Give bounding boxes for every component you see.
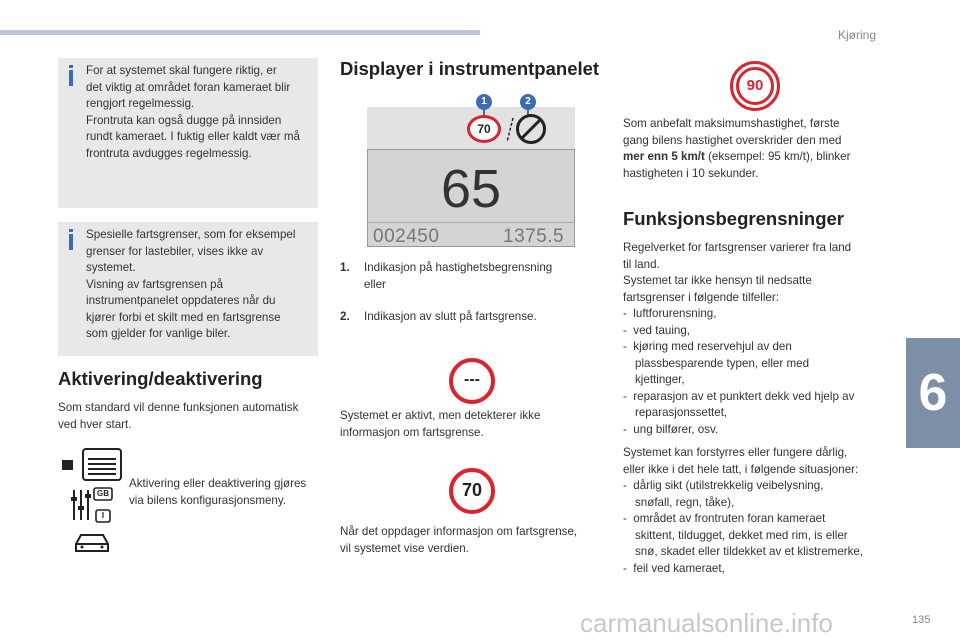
info-icon: [69, 70, 73, 86]
end-of-limit-icon: [515, 113, 547, 145]
info-box-cleaning: [58, 58, 318, 208]
odometer-total: 002450: [373, 226, 440, 247]
callout-badge-1: 1: [476, 94, 492, 110]
panel-divider: [367, 149, 575, 150]
activation-intro: Som standard vil denne funksjonen automatisk ved hver start.: [58, 401, 299, 431]
disturbance-text: Systemet kan forstyrres eller fungere dårlig, eller ikke i det hele tatt, i følgende situasjoner:: [623, 446, 859, 476]
section-label: Kjøring: [838, 28, 877, 42]
blinking-speed-sign: 90: [736, 67, 774, 105]
list-text-2: Indikasjon av slutt på fartsgrense.: [364, 310, 537, 323]
heading-displays: Displayer i instrumentpanelet: [340, 58, 600, 79]
list-text-1: Indikasjon på hastighetsbegrensning eller: [364, 261, 553, 291]
list-item: - dårlig sikt (utilstrekkelig veibelysning, snøfall, regn, tåke),: [623, 479, 824, 509]
list-number-1: 1.: [340, 261, 350, 274]
list-item: - feil ved kameraet,: [623, 561, 725, 575]
info-icon: [69, 234, 73, 250]
detected-limit-text: Når det oppdager informasjon om fartsgrense, vil systemet vise verdien.: [340, 525, 578, 555]
info-box-special-limits: [58, 222, 318, 356]
list-item: - ved tauing,: [623, 323, 691, 337]
top-bar: [0, 30, 480, 35]
ignored-cases-list: [623, 306, 893, 438]
active-no-info-text: Systemet er aktivt, men detekterer ikke informasjon om fartsgrense.: [340, 409, 541, 439]
touchscreen-icon: [60, 447, 124, 483]
list-item: - ung bilfører, osv.: [623, 422, 719, 436]
list-item: - reparasjon av et punktert dekk ved hjelp av reparasjonssettet,: [623, 389, 855, 419]
list-item: - området av frontruten foran kameraet skittent, tildugget, dekket med rim, is eller snø, skadet eller tildekket av et klistremerke,: [623, 512, 864, 558]
chapter-tab: 6: [906, 338, 960, 448]
heading-limitations: Funksjonsbegrensninger: [623, 208, 845, 229]
watermark: carmanualsonline.info: [580, 608, 833, 638]
heading-activation: Aktivering/deaktivering: [58, 368, 263, 389]
page-number: 135: [912, 614, 931, 626]
speed-limit-sign-small: 70: [467, 115, 501, 143]
menu-key-label: GB: [97, 489, 109, 498]
list-item: - luftforurensning,: [623, 307, 717, 320]
disturbance-list: [623, 478, 893, 577]
speed-limit-sign-70: 70: [449, 468, 495, 514]
regulations-text: Regelverket for fartsgrenser varierer fra land til land. Systemet tar ikke hensyn til nedsatte fartsgrenser i følgende tilfeller:: [623, 241, 852, 304]
list-number-2: 2.: [340, 310, 350, 323]
info-text-special-limits: Spesielle fartsgrenser, som for eksempel grenser for lastebiler, vises ikke av systemet. Visning av fartsgrensen på instrumentpanelet oppdateres når du kjører forbi et skilt med en fartsgrense som gjelder for vanlige biler.: [86, 228, 296, 340]
menu-key-label-2: I: [101, 511, 105, 520]
car-icon: [72, 530, 112, 554]
panel-divider-bottom: [367, 222, 575, 223]
no-limit-detected-sign: ---: [449, 358, 495, 404]
recommended-speed-text: Som anbefalt maksimumshastighet, første gang bilens hastighet overskrider den med mer enn 5 km/t (eksempel: 95 km/t), blinker hastigheten i 10 sekunder.: [623, 117, 851, 180]
separator-slash: [505, 117, 515, 143]
odometer-trip: 1375.5: [503, 226, 565, 247]
info-text-cleaning: For at systemet skal fungere riktig, er det viktig at området foran kameraet blir rengjort regelmessig. Frontruta kan også dugge på innsiden rundt kameraet. I fuktig eller kaldt vær må frontruta avdugges regelmessig.: [86, 64, 300, 160]
speed-readout: 65: [440, 159, 502, 219]
list-item: - kjøring med reservehjul av den plassbesparende typen, eller med kjettinger,: [623, 340, 810, 386]
activation-text: Aktivering eller deaktivering gjøres via bilens konfigurasjonsmeny.: [129, 477, 307, 507]
callout-badge-2: 2: [520, 94, 536, 110]
